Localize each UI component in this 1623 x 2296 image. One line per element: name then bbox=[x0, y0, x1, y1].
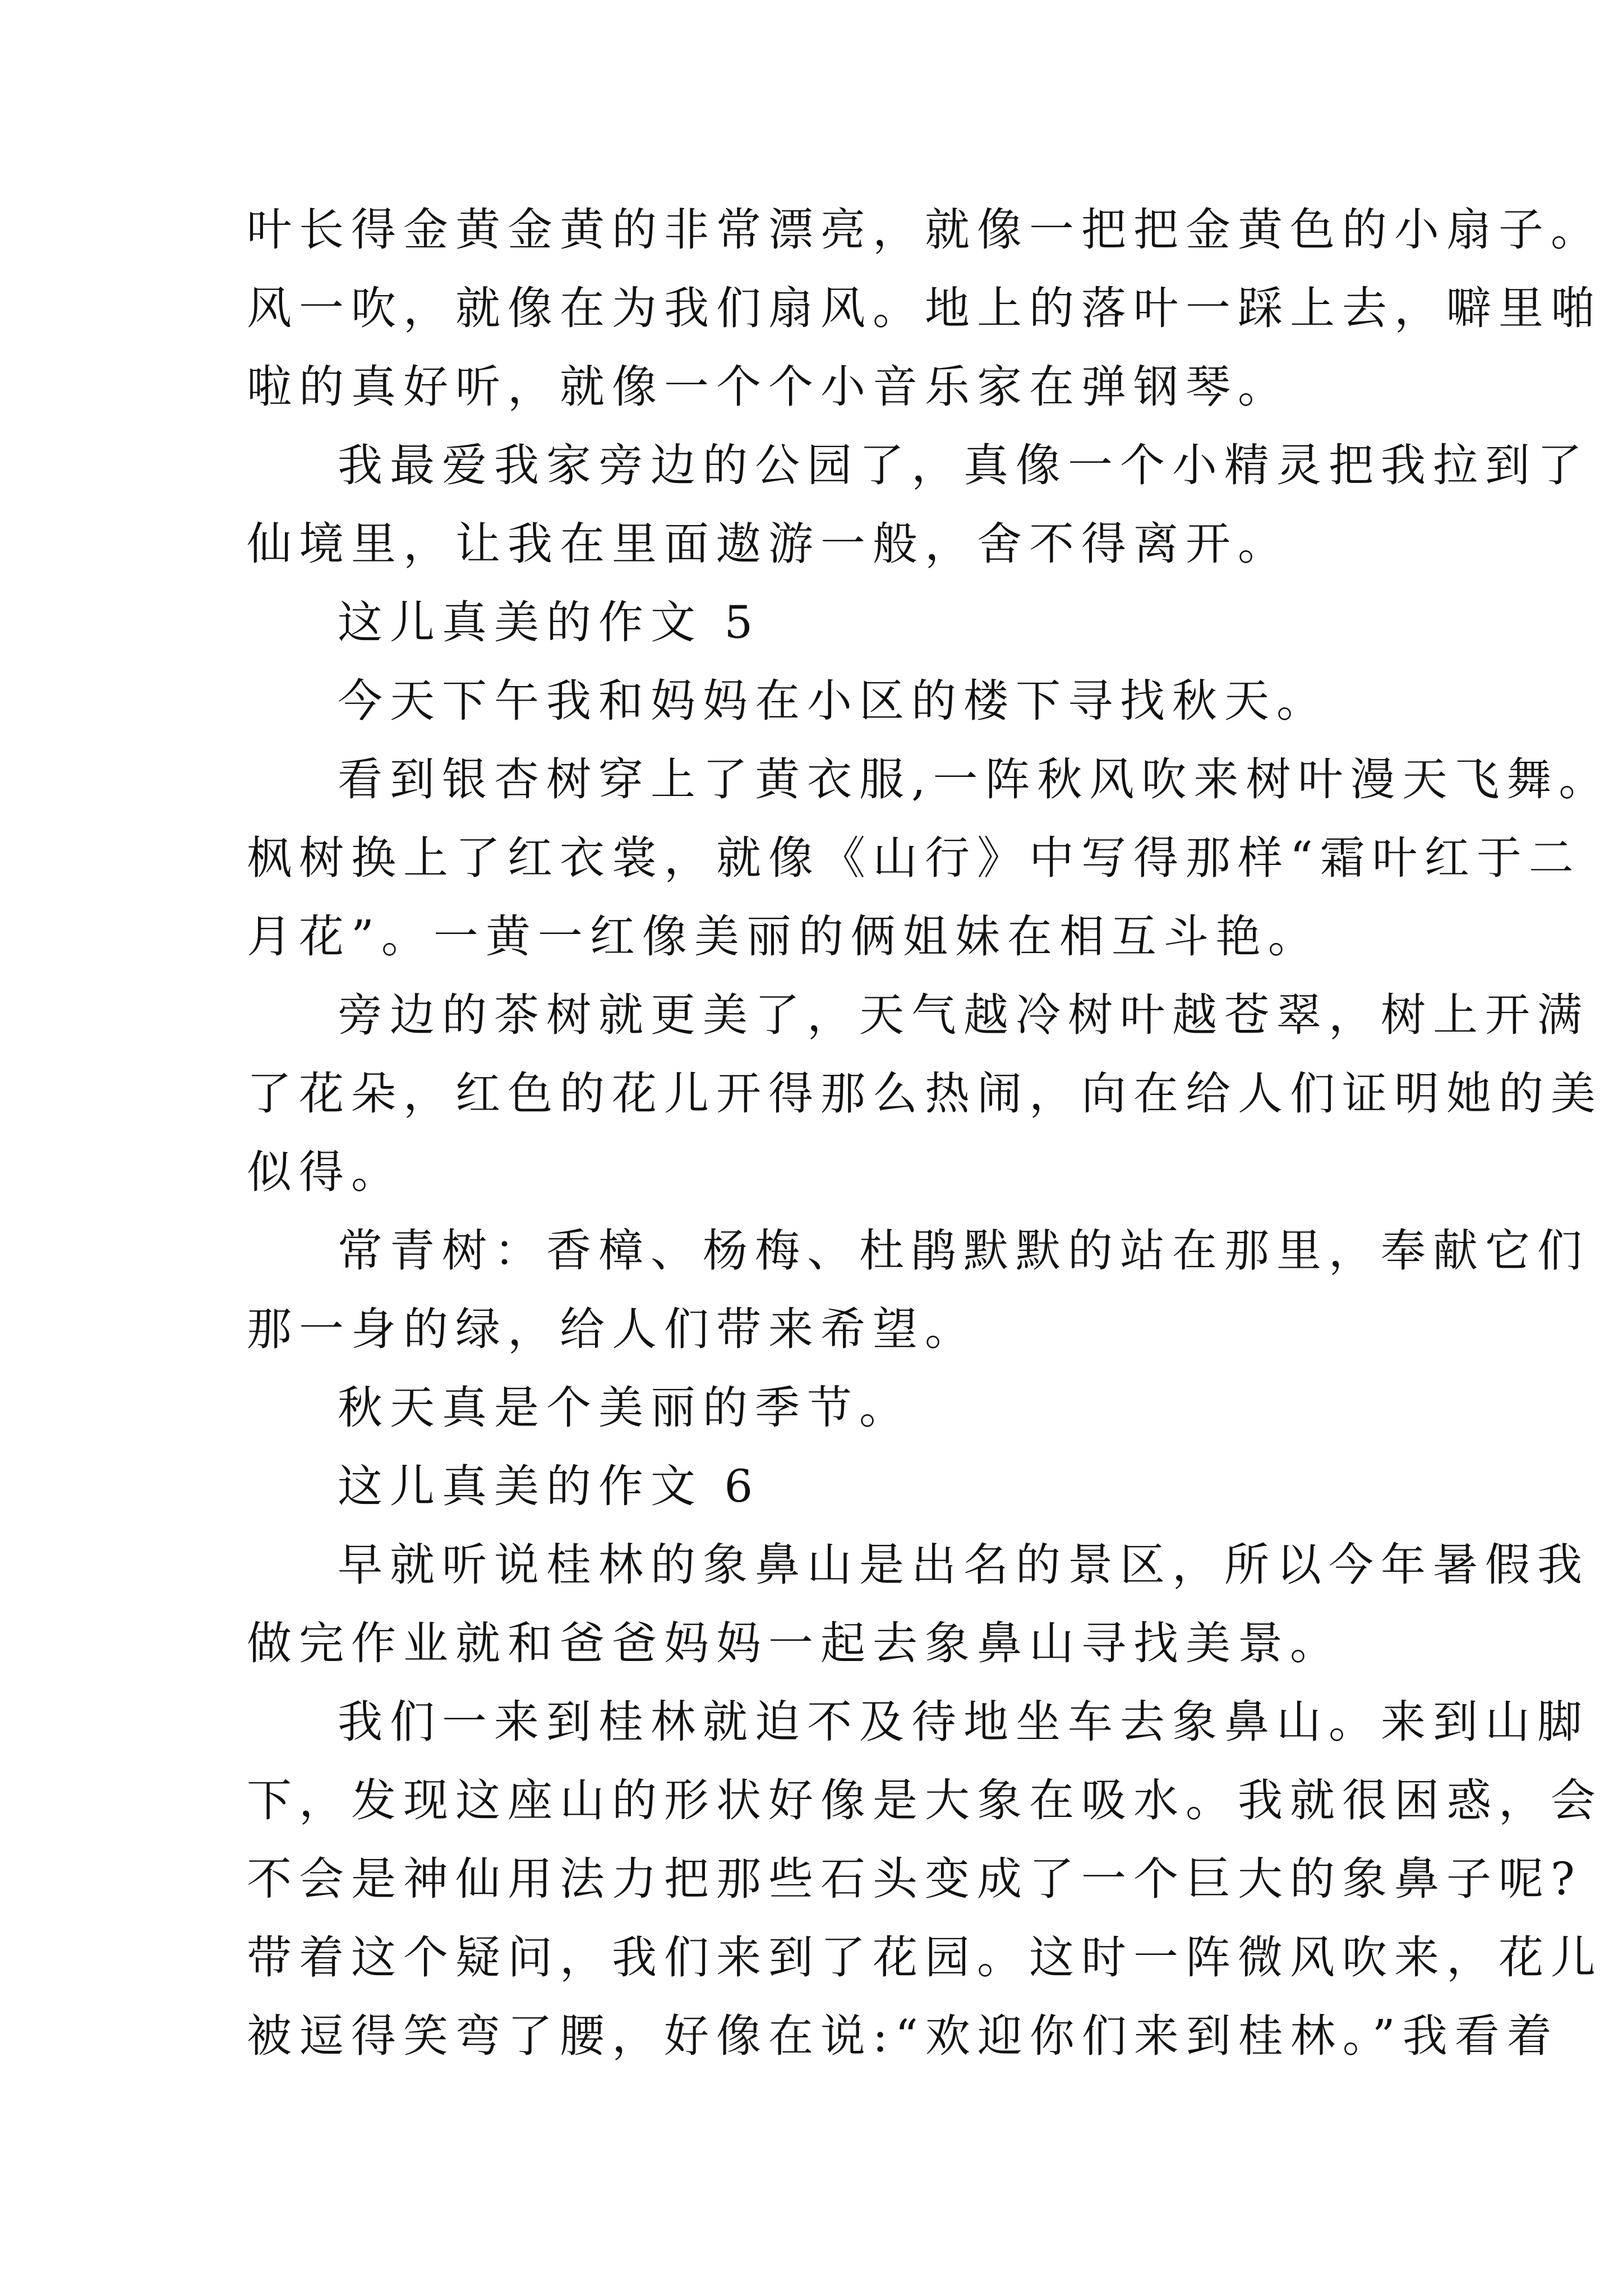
text-line: 带着这个疑问，我们来到了花园。这时一阵微风吹来，花儿 bbox=[247, 1931, 1603, 1984]
text-line: 风一吹，就像在为我们扇风。地上的落叶一踩上去，噼里啪 bbox=[247, 282, 1603, 334]
text-line: 似得。 bbox=[247, 1146, 403, 1198]
text-line: 了花朵，红色的花儿开得那么热闹，向在给人们证明她的美 bbox=[247, 1068, 1603, 1120]
paragraph-first-line: 我们一来到桂林就迫不及待地坐车去象鼻山。来到山脚 bbox=[338, 1696, 1589, 1748]
essay-heading: 这儿真美的作文 6 bbox=[338, 1460, 760, 1512]
paragraph-first-line: 秋天真是个美丽的季节。 bbox=[338, 1382, 911, 1434]
essay-heading: 这儿真美的作文 5 bbox=[338, 596, 760, 648]
text-line: 啦的真好听，就像一个个小音乐家在弹钢琴。 bbox=[247, 361, 1290, 413]
paragraph-first-line: 早就听说桂林的象鼻山是出名的景区，所以今年暑假我 bbox=[338, 1539, 1589, 1591]
text-line: 被逗得笑弯了腰，好像在说:“欢迎你们来到桂林。”我看着 bbox=[247, 2010, 1559, 2062]
paragraph-first-line: 我最爱我家旁边的公园了，真像一个小精灵把我拉到了 bbox=[338, 439, 1589, 491]
text-line: 月花”。一黄一红像美丽的俩姐妹在相互斗艳。 bbox=[247, 910, 1320, 963]
text-line: 那一身的绿，给人们带来希望。 bbox=[247, 1303, 977, 1355]
text-line: 枫树换上了红衣裳，就像《山行》中写得那样“霜叶红于二 bbox=[247, 832, 1581, 884]
text-line: 仙境里，让我在里面遨游一般，舍不得离开。 bbox=[247, 518, 1290, 570]
text-line: 不会是神仙用法力把那些石头变成了一个巨大的象鼻子呢? bbox=[247, 1853, 1582, 1905]
text-line: 下，发现这座山的形状好像是大象在吸水。我就很困惑，会 bbox=[247, 1774, 1603, 1826]
paragraph-first-line: 旁边的茶树就更美了，天气越冷树叶越苍翠，树上开满 bbox=[338, 989, 1589, 1041]
paragraph-first-line: 今天下午我和妈妈在小区的楼下寻找秋天。 bbox=[338, 675, 1329, 727]
text-line: 叶长得金黄金黄的非常漂亮，就像一把把金黄色的小扇子。 bbox=[247, 204, 1603, 256]
paragraph-first-line: 常青树：香樟、杨梅、杜鹃默默的站在那里，奉献它们 bbox=[338, 1225, 1589, 1277]
paragraph-first-line: 看到银杏树穿上了黄衣服,一阵秋风吹来树叶漫天飞舞。 bbox=[338, 753, 1611, 806]
text-line: 做完作业就和爸爸妈妈一起去象鼻山寻找美景。 bbox=[247, 1617, 1342, 1669]
